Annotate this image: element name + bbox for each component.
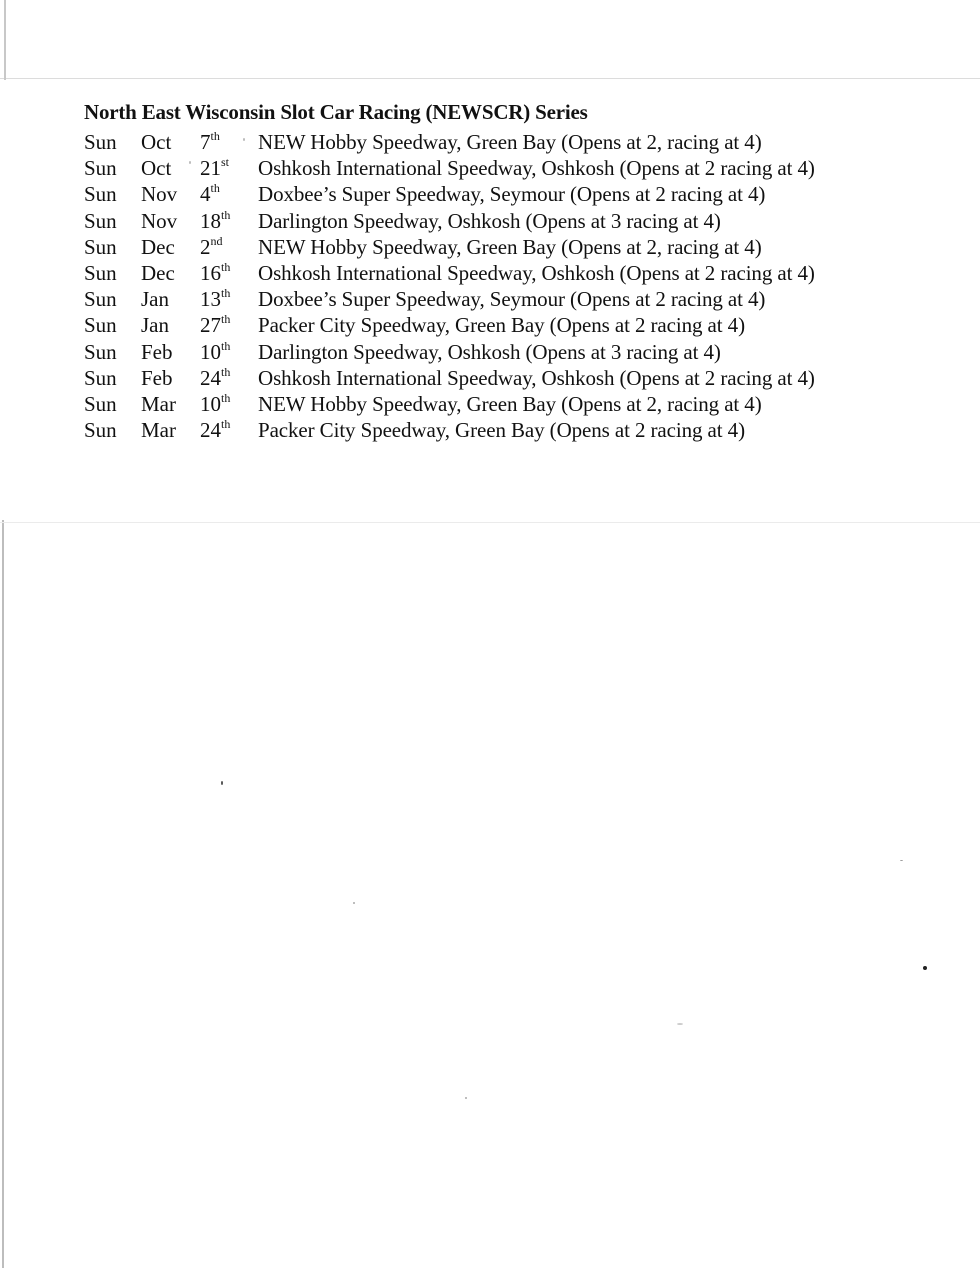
race-schedule	[84, 126, 944, 443]
event-cell: NEW Hobby Speedway, Green Bay (Opens at 2, racing at 4)	[258, 234, 762, 259]
scan-speck	[353, 902, 355, 904]
day-cell: Sun	[84, 339, 117, 364]
scan-speck	[900, 860, 903, 861]
scan-speck	[221, 781, 223, 785]
schedule-row	[84, 205, 944, 231]
date-cell	[200, 312, 230, 338]
month-cell: Feb	[141, 339, 173, 364]
date-cell	[200, 129, 220, 155]
schedule-row	[84, 152, 944, 181]
month-cell: Mar	[141, 391, 176, 416]
date-suffix: th	[221, 259, 231, 274]
scan-speck	[677, 1023, 683, 1025]
date-number: 7	[200, 130, 211, 154]
day-cell: Sun	[84, 391, 117, 416]
scan-speck	[189, 161, 191, 164]
day-cell: Sun	[84, 182, 117, 207]
date-cell	[200, 155, 229, 181]
event-cell: Darlington Speedway, Oshkosh (Opens at 3 racing at 4)	[258, 208, 721, 233]
event-cell: NEW Hobby Speedway, Green Bay (Opens at 2, racing at 4)	[258, 391, 762, 416]
date-number: 13	[200, 287, 221, 312]
date-cell	[200, 208, 230, 234]
date-suffix: st	[221, 155, 230, 170]
scan-speck	[243, 138, 245, 141]
date-number: 18	[200, 208, 221, 233]
schedule-row	[84, 257, 944, 283]
day-cell: Sun	[84, 156, 117, 181]
scan-edge-left-top	[4, 0, 6, 80]
schedule-row	[84, 126, 944, 152]
schedule-row	[84, 178, 944, 207]
date-suffix: th	[210, 129, 220, 143]
month-cell: Dec	[141, 234, 175, 259]
date-cell	[200, 234, 223, 260]
date-number: 2	[200, 234, 211, 259]
scan-edge-left-bottom	[2, 520, 4, 1268]
date-cell	[200, 286, 230, 312]
day-cell: Sun	[84, 260, 117, 285]
month-cell: Nov	[141, 208, 178, 233]
date-number: 10	[200, 339, 221, 364]
event-cell: Doxbee’s Super Speedway, Seymour (Opens at 2 racing at 4)	[258, 182, 766, 207]
event-cell: Oshkosh International Speedway, Oshkosh (Opens at 2 racing at 4)	[258, 260, 815, 285]
event-cell: Doxbee’s Super Speedway, Seymour (Opens at 2 racing at 4)	[258, 287, 766, 312]
date-suffix: nd	[210, 233, 223, 248]
month-cell: Feb	[141, 365, 173, 390]
day-cell: Sun	[84, 130, 117, 154]
scan-slip-edge	[0, 522, 980, 523]
schedule-row	[84, 336, 944, 362]
month-cell: Dec	[141, 260, 175, 285]
date-suffix: th	[221, 390, 231, 405]
month-cell: Nov	[141, 182, 178, 207]
date-number: 16	[200, 260, 221, 285]
page-title: North East Wisconsin Slot Car Racing (NEWSCR) Series	[84, 100, 588, 124]
date-number: 10	[200, 391, 221, 416]
date-cell	[200, 365, 230, 391]
day-cell: Sun	[84, 313, 117, 338]
event-cell: Oshkosh International Speedway, Oshkosh (Opens at 2 racing at 4)	[258, 156, 815, 181]
month-cell: Oct	[141, 130, 172, 154]
date-cell	[200, 417, 230, 443]
date-cell	[200, 181, 220, 207]
event-cell: Packer City Speedway, Green Bay (Opens at 2 racing at 4)	[258, 313, 745, 338]
schedule-row	[84, 309, 944, 338]
scan-edge-top	[0, 78, 980, 79]
day-cell: Sun	[84, 365, 117, 390]
date-suffix: th	[221, 417, 231, 432]
month-cell: Jan	[141, 287, 169, 312]
event-cell: Darlington Speedway, Oshkosh (Opens at 3 racing at 4)	[258, 339, 721, 364]
date-cell	[200, 391, 230, 417]
event-cell: Oshkosh International Speedway, Oshkosh (Opens at 2 racing at 4)	[258, 365, 815, 390]
schedule-row	[84, 414, 944, 443]
schedule-row	[84, 388, 944, 414]
scan-speck	[465, 1097, 467, 1099]
event-cell: Packer City Speedway, Green Bay (Opens at 2 racing at 4)	[258, 418, 745, 443]
date-number: 24	[200, 418, 221, 443]
date-suffix: th	[221, 364, 231, 379]
schedule-row	[84, 362, 944, 388]
date-suffix: th	[221, 207, 231, 222]
date-number: 27	[200, 313, 221, 338]
date-suffix: th	[221, 338, 231, 353]
schedule-row	[84, 231, 944, 257]
day-cell: Sun	[84, 208, 117, 233]
day-cell: Sun	[84, 234, 117, 259]
scan-speck	[923, 966, 927, 970]
date-number: 24	[200, 365, 221, 390]
date-number: 4	[200, 182, 211, 207]
event-cell: NEW Hobby Speedway, Green Bay (Opens at 2, racing at 4)	[258, 130, 762, 154]
day-cell: Sun	[84, 418, 117, 443]
day-cell: Sun	[84, 287, 117, 312]
month-cell: Mar	[141, 418, 176, 443]
month-cell: Jan	[141, 313, 169, 338]
date-cell	[200, 260, 230, 286]
date-suffix: th	[221, 312, 231, 327]
date-cell	[200, 339, 230, 365]
date-suffix: th	[210, 181, 220, 196]
schedule-row	[84, 283, 944, 312]
month-cell: Oct	[141, 156, 172, 181]
date-number: 21	[200, 156, 221, 181]
date-suffix: th	[221, 286, 231, 301]
